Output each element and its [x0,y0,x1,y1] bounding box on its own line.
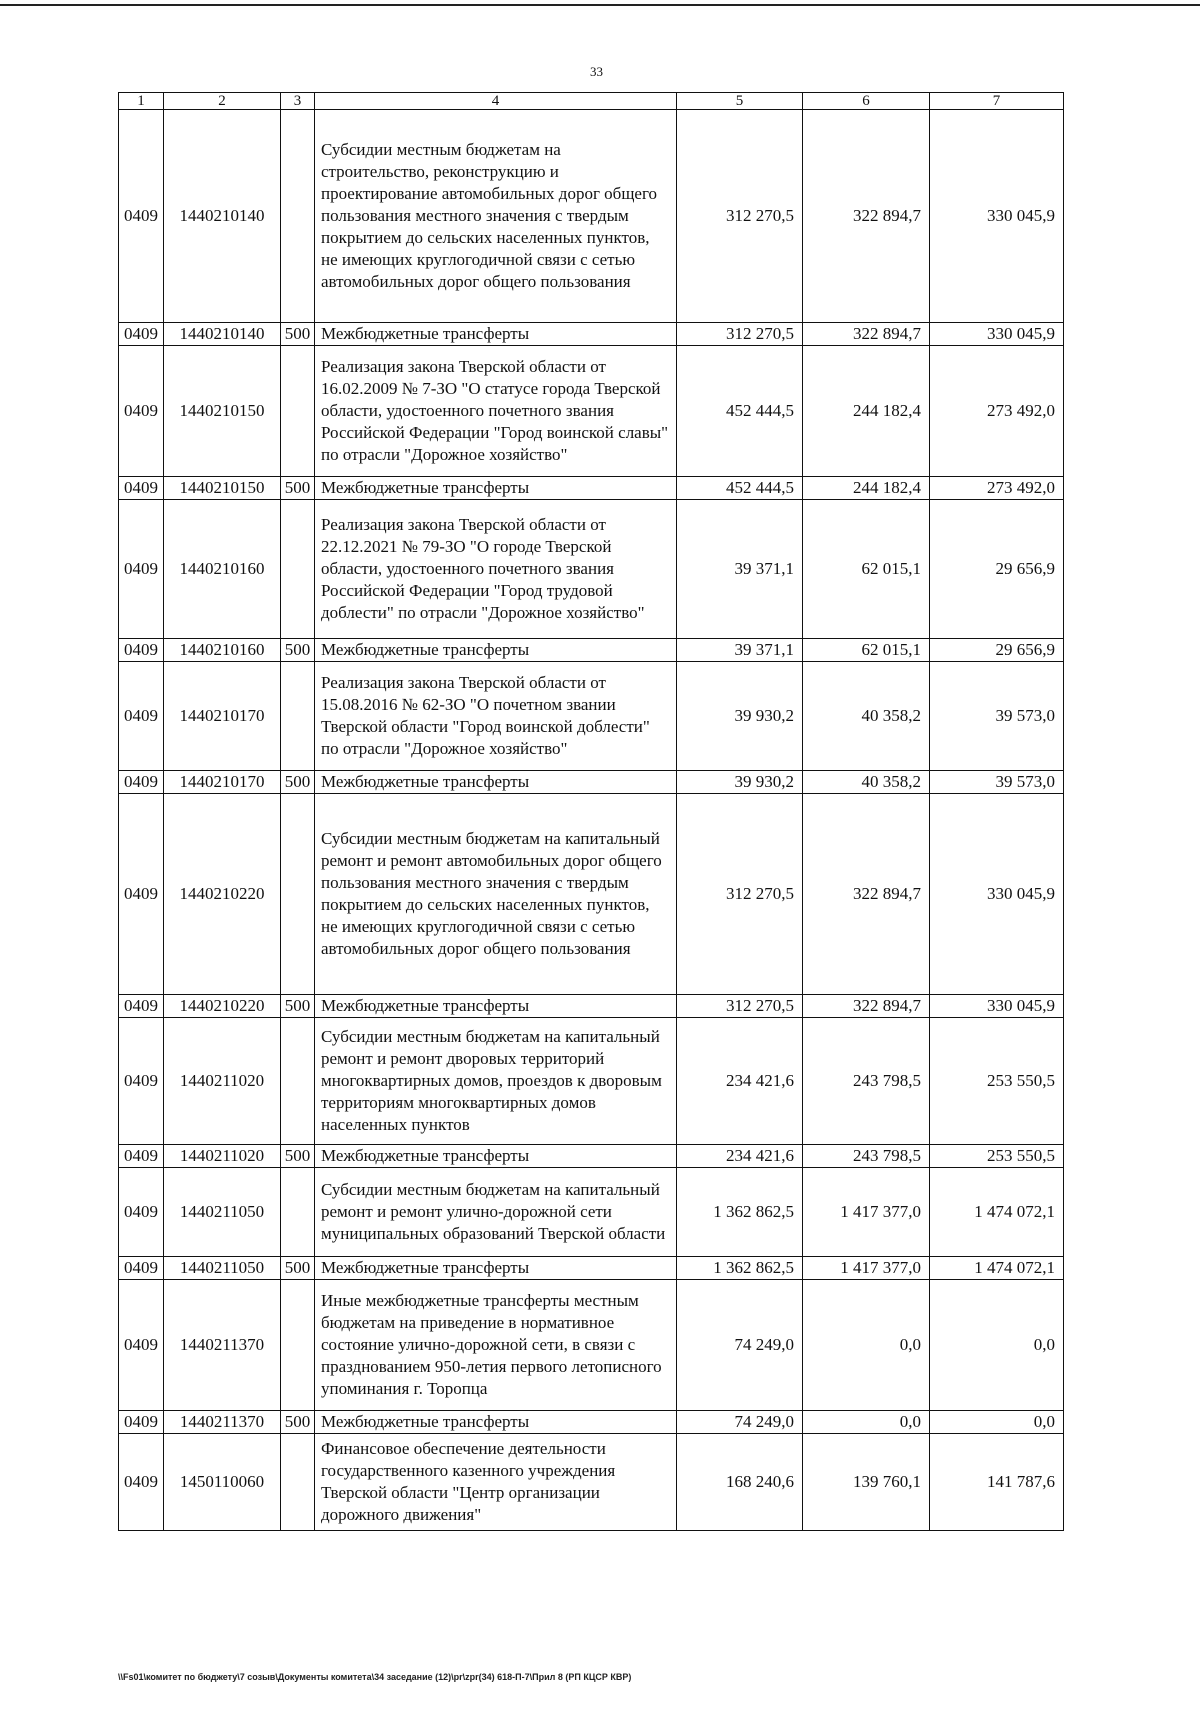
table-row [119,1168,1064,1257]
value-year3-cell: 29 656,9 [930,639,1064,662]
section-code-cell: 0409 [119,1434,164,1531]
table-row [119,110,1064,323]
expense-type-cell: 500 [281,771,315,794]
target-code-cell: 1440210150 [164,477,281,500]
section-code-cell: 0409 [119,500,164,639]
value-year1-cell: 39 930,2 [677,662,803,771]
table-row [119,794,1064,995]
item-name-cell: Реализация закона Тверской области от 15.08.2016 № 62-ЗО "О почетном звании Тверской области "Город воинской доблести" по отрасли "Дорожное хозяйство" [315,662,677,771]
value-year2-cell: 62 015,1 [803,500,930,639]
value-year1-cell: 1 362 862,5 [677,1257,803,1280]
target-code-cell: 1440210160 [164,500,281,639]
value-year3-cell: 273 492,0 [930,346,1064,477]
value-year3-cell: 0,0 [930,1280,1064,1411]
value-year1-cell: 312 270,5 [677,794,803,995]
expense-type-cell [281,110,315,323]
value-year1-cell: 234 421,6 [677,1145,803,1168]
header-cell: 2 [164,93,281,110]
table-row [119,1257,1064,1280]
expense-type-cell: 500 [281,1257,315,1280]
value-year2-cell: 243 798,5 [803,1018,930,1145]
value-year3-cell: 273 492,0 [930,477,1064,500]
target-code-cell: 1440211370 [164,1411,281,1434]
section-code-cell: 0409 [119,995,164,1018]
item-name-cell: Межбюджетные трансферты [315,1257,677,1280]
value-year3-cell: 1 474 072,1 [930,1257,1064,1280]
table-row [119,500,1064,639]
section-code-cell: 0409 [119,1168,164,1257]
value-year2-cell: 0,0 [803,1411,930,1434]
value-year1-cell: 39 371,1 [677,500,803,639]
target-code-cell: 1440211020 [164,1145,281,1168]
expense-type-cell [281,1280,315,1411]
value-year2-cell: 244 182,4 [803,477,930,500]
table-row [119,1411,1064,1434]
target-code-cell: 1440211370 [164,1280,281,1411]
expense-type-cell [281,500,315,639]
value-year3-cell: 253 550,5 [930,1018,1064,1145]
table-row [119,771,1064,794]
expense-type-cell: 500 [281,995,315,1018]
section-code-cell: 0409 [119,323,164,346]
budget-table [118,92,1064,1531]
section-code-cell: 0409 [119,1280,164,1411]
item-name-cell: Межбюджетные трансферты [315,1411,677,1434]
item-name-cell: Субсидии местным бюджетам на капитальный ремонт и ремонт улично-дорожной сети муниципальных образований Тверской области [315,1168,677,1257]
value-year3-cell: 330 045,9 [930,110,1064,323]
section-code-cell: 0409 [119,662,164,771]
header-cell: 1 [119,93,164,110]
table-row [119,662,1064,771]
section-code-cell: 0409 [119,1257,164,1280]
item-name-cell: Субсидии местным бюджетам на капитальный ремонт и ремонт автомобильных дорог общего пользования местного значения с твердым покрытием до сельских населенных пунктов, не имеющих круглогодичной связи с сетью автомобильных дорог общего пользования [315,794,677,995]
top-border-line [0,4,1200,6]
target-code-cell: 1440210170 [164,662,281,771]
target-code-cell: 1440210220 [164,995,281,1018]
header-cell: 7 [930,93,1064,110]
header-cell: 3 [281,93,315,110]
target-code-cell: 1440210220 [164,794,281,995]
value-year3-cell: 39 573,0 [930,662,1064,771]
table-row [119,1434,1064,1531]
value-year3-cell: 330 045,9 [930,323,1064,346]
value-year1-cell: 312 270,5 [677,323,803,346]
expense-type-cell [281,1018,315,1145]
value-year2-cell: 40 358,2 [803,662,930,771]
expense-type-cell [281,794,315,995]
item-name-cell: Реализация закона Тверской области от 22.12.2021 № 79-ЗО "О городе Тверской области, удостоенного почетного звания Российской Федерации "Город трудовой доблести" по отрасли "Дорожное хозяйство" [315,500,677,639]
header-cell: 5 [677,93,803,110]
value-year1-cell: 74 249,0 [677,1411,803,1434]
item-name-cell: Финансовое обеспечение деятельности государственного казенного учреждения Тверской области "Центр организации дорожного движения" [315,1434,677,1531]
value-year2-cell: 322 894,7 [803,794,930,995]
expense-type-cell [281,346,315,477]
value-year2-cell: 40 358,2 [803,771,930,794]
target-code-cell: 1440211050 [164,1257,281,1280]
item-name-cell: Межбюджетные трансферты [315,995,677,1018]
value-year2-cell: 0,0 [803,1280,930,1411]
target-code-cell: 1440210150 [164,346,281,477]
target-code-cell: 1450110060 [164,1434,281,1531]
expense-type-cell [281,1434,315,1531]
section-code-cell: 0409 [119,1411,164,1434]
value-year2-cell: 322 894,7 [803,323,930,346]
table-row [119,1145,1064,1168]
section-code-cell: 0409 [119,346,164,477]
item-name-cell: Иные межбюджетные трансферты местным бюджетам на приведение в нормативное состояние улично-дорожной сети, в связи с празднованием 950-летия первого летописного упоминания г. Торопца [315,1280,677,1411]
section-code-cell: 0409 [119,1145,164,1168]
item-name-cell: Субсидии местным бюджетам на капитальный ремонт и ремонт дворовых территорий многоквартирных домов, проездов к дворовым территориям многоквартирных домов населенных пунктов [315,1018,677,1145]
value-year3-cell: 0,0 [930,1411,1064,1434]
target-code-cell: 1440210160 [164,639,281,662]
expense-type-cell [281,662,315,771]
item-name-cell: Межбюджетные трансферты [315,639,677,662]
value-year2-cell: 243 798,5 [803,1145,930,1168]
item-name-cell: Межбюджетные трансферты [315,477,677,500]
expense-type-cell: 500 [281,477,315,500]
target-code-cell: 1440210140 [164,323,281,346]
table-row [119,995,1064,1018]
file-path-footer: \\Fs01\комитет по бюджету\7 созыв\Документы комитета\34 заседание (12)\pr\zpr(34) 618-П-7\Прил 8 (РП КЦСР КВР) [118,1672,632,1682]
expense-type-cell: 500 [281,323,315,346]
value-year1-cell: 452 444,5 [677,346,803,477]
value-year1-cell: 452 444,5 [677,477,803,500]
value-year2-cell: 1 417 377,0 [803,1168,930,1257]
header-row [119,93,1064,110]
value-year3-cell: 1 474 072,1 [930,1168,1064,1257]
value-year1-cell: 168 240,6 [677,1434,803,1531]
value-year1-cell: 312 270,5 [677,110,803,323]
table-body [119,110,1064,1531]
table-row [119,1280,1064,1411]
target-code-cell: 1440211050 [164,1168,281,1257]
item-name-cell: Межбюджетные трансферты [315,771,677,794]
section-code-cell: 0409 [119,110,164,323]
value-year2-cell: 1 417 377,0 [803,1257,930,1280]
section-code-cell: 0409 [119,1018,164,1145]
table-row [119,1018,1064,1145]
expense-type-cell: 500 [281,1145,315,1168]
section-code-cell: 0409 [119,639,164,662]
page-number: 33 [590,64,603,79]
section-code-cell: 0409 [119,794,164,995]
value-year1-cell: 39 930,2 [677,771,803,794]
value-year3-cell: 29 656,9 [930,500,1064,639]
target-code-cell: 1440210170 [164,771,281,794]
expense-type-cell: 500 [281,1411,315,1434]
value-year1-cell: 234 421,6 [677,1018,803,1145]
table-row [119,639,1064,662]
value-year2-cell: 244 182,4 [803,346,930,477]
table-row [119,323,1064,346]
expense-type-cell [281,1168,315,1257]
header-cell: 4 [315,93,677,110]
item-name-cell: Межбюджетные трансферты [315,323,677,346]
item-name-cell: Межбюджетные трансферты [315,1145,677,1168]
value-year3-cell: 330 045,9 [930,995,1064,1018]
table-row [119,346,1064,477]
value-year3-cell: 141 787,6 [930,1434,1064,1531]
value-year2-cell: 322 894,7 [803,995,930,1018]
item-name-cell: Реализация закона Тверской области от 16.02.2009 № 7-ЗО "О статусе города Тверской области, удостоенного почетного звания Российской Федерации "Город воинской славы" по отрасли "Дорожное хозяйство" [315,346,677,477]
value-year1-cell: 74 249,0 [677,1280,803,1411]
target-code-cell: 1440211020 [164,1018,281,1145]
value-year3-cell: 253 550,5 [930,1145,1064,1168]
value-year1-cell: 1 362 862,5 [677,1168,803,1257]
value-year2-cell: 62 015,1 [803,639,930,662]
expense-type-cell: 500 [281,639,315,662]
target-code-cell: 1440210140 [164,110,281,323]
header-cell: 6 [803,93,930,110]
value-year1-cell: 39 371,1 [677,639,803,662]
value-year2-cell: 139 760,1 [803,1434,930,1531]
table-row [119,477,1064,500]
value-year1-cell: 312 270,5 [677,995,803,1018]
value-year3-cell: 330 045,9 [930,794,1064,995]
item-name-cell: Субсидии местным бюджетам на строительство, реконструкцию и проектирование автомобильных дорог общего пользования местного значения с твердым покрытием до сельских населенных пунктов, не имеющих круглогодичной связи с сетью автомобильных дорог общего пользования [315,110,677,323]
value-year2-cell: 322 894,7 [803,110,930,323]
section-code-cell: 0409 [119,771,164,794]
value-year3-cell: 39 573,0 [930,771,1064,794]
section-code-cell: 0409 [119,477,164,500]
